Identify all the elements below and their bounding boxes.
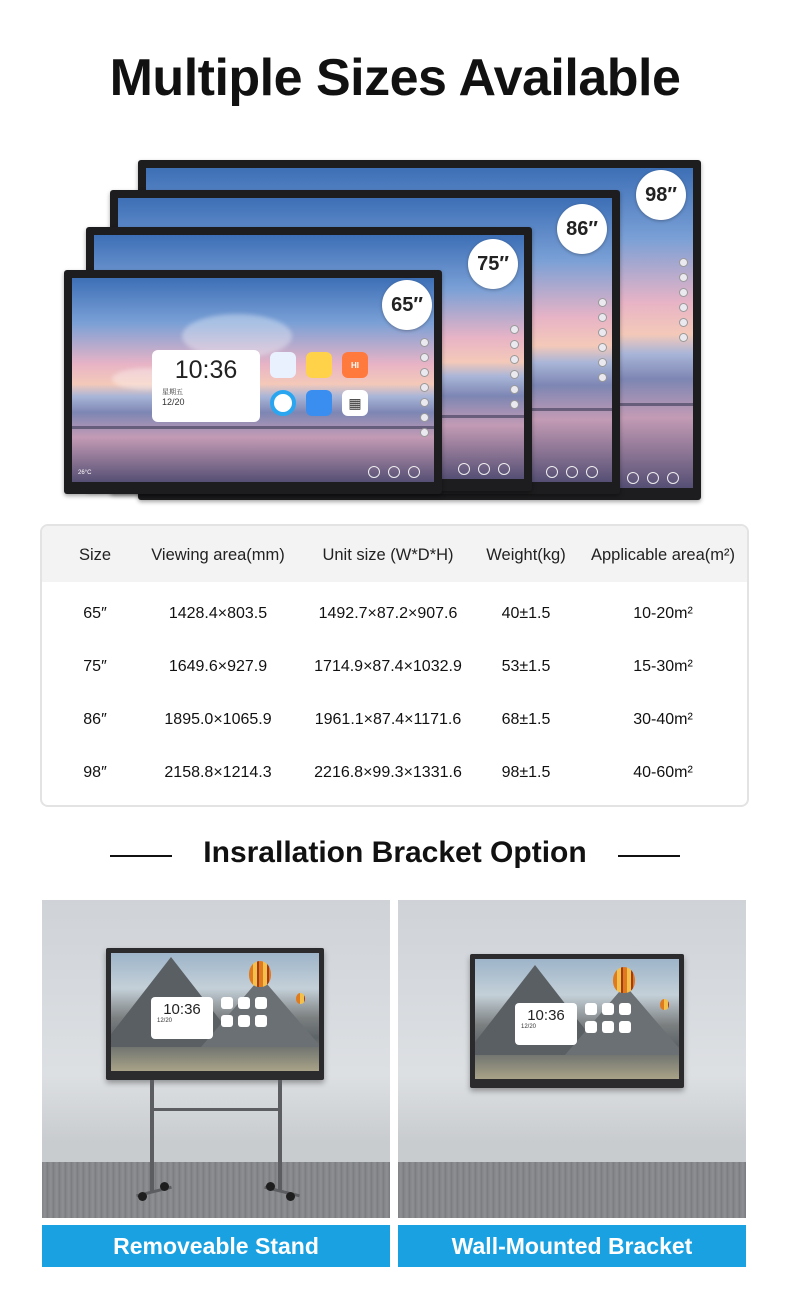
removeable-stand-caption: Removeable Stand <box>42 1225 390 1267</box>
wall-mounted-photo <box>398 900 746 1218</box>
monitor-size-illustration <box>0 150 790 510</box>
wheel <box>138 1192 147 1201</box>
apps-grid-icon: ▦ <box>342 390 368 416</box>
row-86-size: 86″ <box>83 711 107 728</box>
hi-app-icon <box>342 352 368 378</box>
wall-mounted-caption: Wall-Mounted Bracket <box>398 1225 746 1267</box>
wall-clock-date: 12/20 <box>521 1024 537 1030</box>
notes-app-icon <box>306 352 332 378</box>
hi-badge: HI <box>351 360 359 370</box>
browser-app-icon <box>270 390 296 416</box>
header-unit-size: Unit size (W*D*H) <box>322 546 454 564</box>
header-viewing-area: Viewing area(mm) <box>151 546 285 564</box>
row-98-weight: 98±1.5 <box>501 764 551 781</box>
size-badge: 86″ <box>557 204 607 254</box>
clock-widget <box>152 350 260 422</box>
row-65-area: 10-20m² <box>633 605 693 622</box>
stand-pole-right <box>278 1080 282 1192</box>
row-86-unit: 1961.1×87.4×1171.6 <box>314 711 462 728</box>
monitor-65 <box>64 270 442 494</box>
spec-table <box>40 524 749 807</box>
row-86-area: 30-40m² <box>633 711 693 728</box>
whiteboard-app-icon <box>270 352 296 378</box>
row-75-weight: 53±1.5 <box>501 658 551 675</box>
wheel <box>160 1182 169 1191</box>
header-size: Size <box>78 546 112 564</box>
header-applicable-area: Applicable area(m²) <box>591 546 735 564</box>
heading-rule-right <box>618 855 680 857</box>
clock-date: 12/20 <box>162 397 185 407</box>
row-75-area: 15-30m² <box>633 658 693 675</box>
clock-day: 星期五 <box>162 389 183 396</box>
row-75-unit: 1714.9×87.4×1032.9 <box>314 658 462 675</box>
size-badge: 98″ <box>636 170 686 220</box>
page-title: Multiple Sizes Available <box>109 49 681 107</box>
wheel <box>266 1182 275 1191</box>
row-98-area: 40-60m² <box>633 764 693 781</box>
removeable-stand-photo <box>42 900 390 1218</box>
bracket-heading-text: Insrallation Bracket Option <box>203 836 587 869</box>
clock-time: 10:36 <box>174 356 238 384</box>
temperature-readout: 26°C <box>78 470 92 476</box>
stand-crossbar <box>150 1108 282 1111</box>
row-98-size: 98″ <box>83 764 107 781</box>
row-75-viewing: 1649.6×927.9 <box>168 658 268 675</box>
row-65-unit: 1492.7×87.2×907.6 <box>318 605 458 622</box>
floor <box>398 1162 746 1218</box>
display-panel <box>106 948 324 1080</box>
wheel <box>286 1192 295 1201</box>
floor <box>42 1162 390 1218</box>
stand-clock-date: 12/20 <box>157 1018 173 1024</box>
wall-clock-time: 10:36 <box>527 1007 565 1024</box>
row-86-viewing: 1895.0×1065.9 <box>164 711 272 728</box>
stand-pole-left <box>150 1080 154 1192</box>
row-98-viewing: 2158.8×1214.3 <box>164 764 272 781</box>
row-65-size: 65″ <box>83 605 107 622</box>
row-65-weight: 40±1.5 <box>501 605 551 622</box>
row-75-size: 75″ <box>83 658 107 675</box>
row-65-viewing: 1428.4×803.5 <box>168 605 268 622</box>
monitor-screen <box>72 278 434 482</box>
bracket-section-heading <box>0 834 790 874</box>
stand-clock-time: 10:36 <box>163 1001 201 1018</box>
screen-share-app-icon <box>306 390 332 416</box>
display-panel <box>470 954 684 1088</box>
row-98-unit: 2216.8×99.3×1331.6 <box>314 764 462 781</box>
app-grid <box>270 352 368 416</box>
row-86-weight: 68±1.5 <box>501 711 551 728</box>
size-badge: 65″ <box>382 280 432 330</box>
size-badge: 75″ <box>468 239 518 289</box>
header-weight: Weight(kg) <box>486 546 566 564</box>
